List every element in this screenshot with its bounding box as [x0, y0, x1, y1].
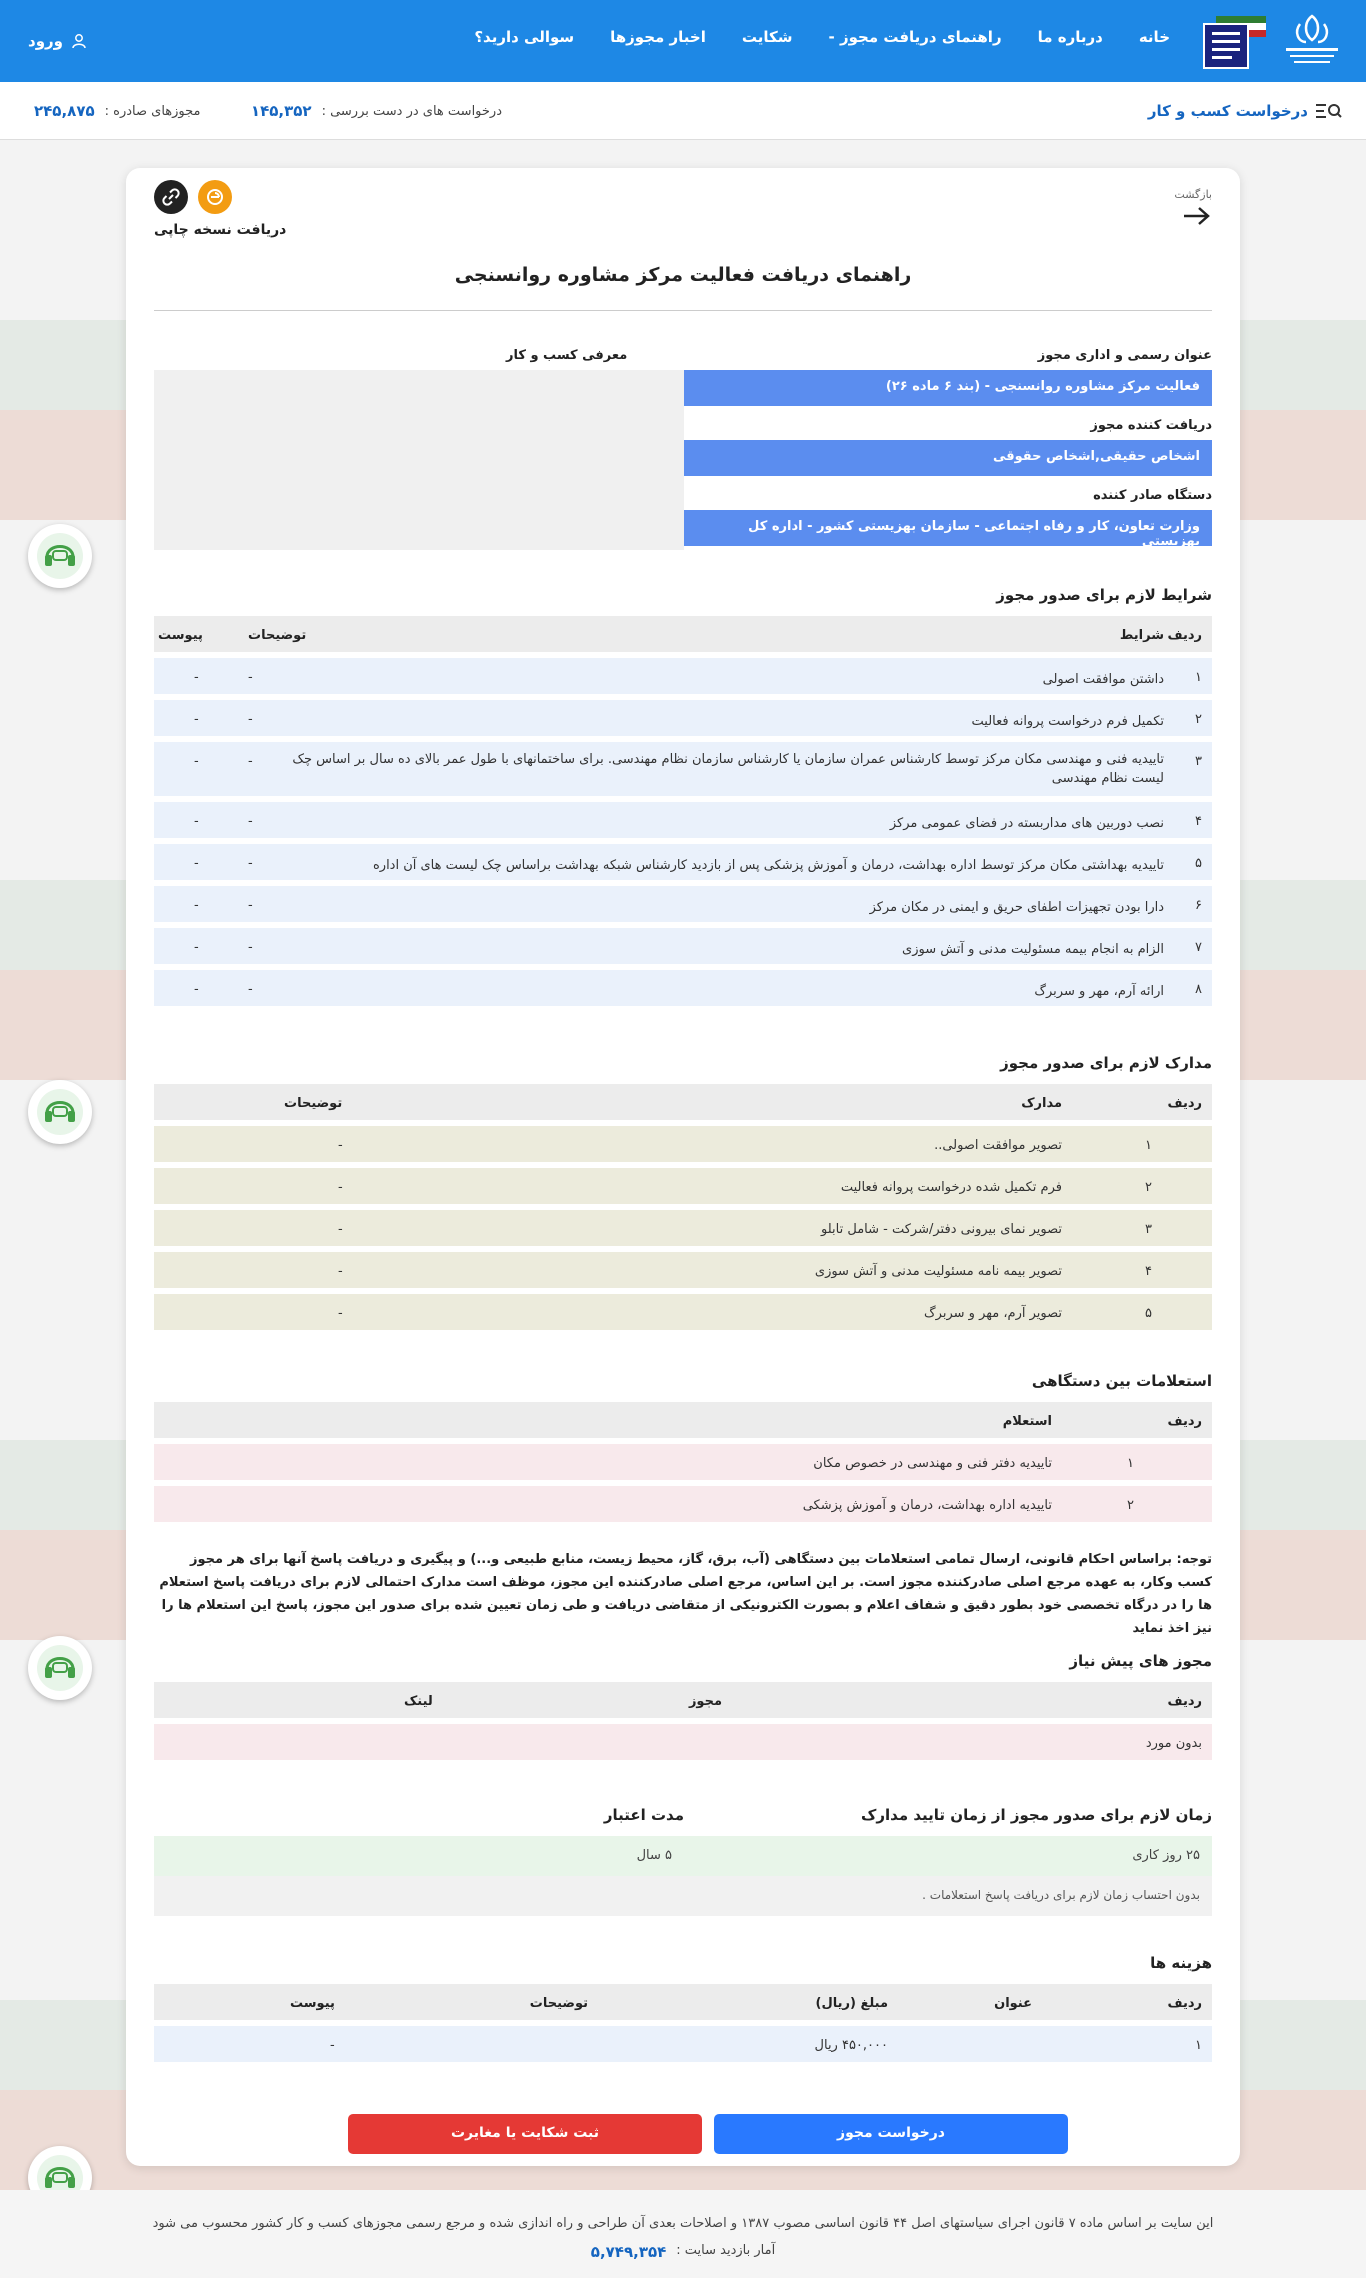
- condition-description: -: [248, 898, 253, 913]
- page-title: راهنمای دریافت فعالیت مرکز مشاوره روانسنجی: [454, 264, 912, 286]
- table-row: [154, 1294, 1212, 1330]
- document-description: -: [338, 1180, 343, 1195]
- inquiries-header: [154, 1402, 1212, 1438]
- condition-index: ۷: [1195, 940, 1202, 955]
- pending-label: درخواست های در دست بررسی :: [321, 103, 502, 119]
- condition-attachment: -: [194, 712, 199, 727]
- col-index: ردیف: [1167, 1414, 1202, 1429]
- print-section: [154, 180, 286, 238]
- nav-guide[interactable]: راهنمای دریافت مجوز -: [828, 28, 1002, 46]
- nav-news[interactable]: اخبار مجوزها: [610, 28, 706, 46]
- table-row: [154, 1444, 1212, 1480]
- iran-emblem-logo[interactable]: [1282, 12, 1342, 70]
- condition-attachment: -: [194, 940, 199, 955]
- validity-title: مدت اعتبار: [603, 1806, 684, 1824]
- inquiry-index: ۲: [1127, 1498, 1134, 1513]
- condition-text: داشتن موافقت اصولی: [1042, 672, 1164, 687]
- condition-description: -: [248, 754, 253, 769]
- pending-value: ۱۴۵,۳۵۲: [250, 102, 312, 120]
- document-index: ۴: [1145, 1264, 1152, 1279]
- arrow-right-icon: [1182, 205, 1212, 227]
- col-inquiry: استعلام: [1002, 1414, 1052, 1429]
- table-row: [154, 1252, 1212, 1288]
- document-description: -: [338, 1138, 343, 1153]
- complaint-button[interactable]: ثبت شکایت یا مغایرت: [348, 2114, 702, 2154]
- business-intro-label: معرفی کسب و کار: [506, 348, 628, 363]
- nav-home[interactable]: خانه: [1138, 28, 1170, 46]
- inquiries-title: استعلامات بین دستگاهی: [1031, 1372, 1212, 1390]
- condition-text: ارائه آرم، مهر و سربرگ: [1034, 984, 1164, 999]
- document-description: -: [338, 1306, 343, 1321]
- help-chat-button[interactable]: [28, 524, 92, 588]
- col-description: توضیحات: [284, 1096, 343, 1111]
- document-index: ۲: [1145, 1180, 1152, 1195]
- sub-navbar: [0, 82, 1366, 140]
- main-menu: [474, 28, 1170, 46]
- inquiry-text: تاییدیه دفتر فنی و مهندسی در خصوص مکان: [813, 1456, 1052, 1471]
- footer-text: این سایت بر اساس ماده ۷ قانون اجرای سیاستهای اصل ۴۴ قانون اساسی مصوب ۱۳۸۷ و اصلاحات بعدی آن طراحی و راه اندازی شده و مرجع رسمی مجوزهای کسب و کار کشور محسوب می شود: [152, 2216, 1214, 2231]
- condition-text: نصب دوربین های مداربسته در فضای عمومی مرکز: [889, 816, 1164, 831]
- documents-header: [154, 1084, 1212, 1120]
- inquiry-text: تاییدیه اداره بهداشت، درمان و آموزش پزشکی: [802, 1498, 1052, 1513]
- condition-attachment: -: [194, 670, 199, 685]
- condition-description: -: [248, 982, 253, 997]
- col-index: ردیف: [1167, 1996, 1202, 2011]
- issued-value: ۲۴۵,۸۷۵: [34, 102, 95, 120]
- condition-description: -: [248, 814, 253, 829]
- table-row: [154, 970, 1212, 1006]
- request-license-button[interactable]: درخواست مجوز: [714, 2114, 1068, 2154]
- prereq-title: مجوز های پیش نیاز: [1069, 1652, 1212, 1670]
- cost-row: [154, 2026, 1212, 2062]
- col-amount: مبلغ (ریال): [815, 1996, 888, 2011]
- condition-text: الزام به انجام بیمه مسئولیت مدنی و آتش سوزی: [902, 942, 1164, 957]
- issuer-value: وزارت تعاون، کار و رفاه اجتماعی - سازمان بهزیستی کشور - اداره کل بهزیستی: [682, 510, 1212, 546]
- back-label: بازگشت: [1174, 188, 1212, 201]
- costs-title: هزینه ها: [1150, 1954, 1212, 1972]
- col-attachment: پیوست: [290, 1996, 335, 2011]
- document-text: فرم تکمیل شده درخواست پروانه فعالیت: [840, 1180, 1062, 1195]
- link-icon[interactable]: [154, 180, 188, 214]
- validity-value: ۵ سال: [154, 1836, 684, 1876]
- headset-icon: [35, 531, 85, 581]
- issue-time-note: بدون احتساب زمان لازم برای دریافت پاسخ استعلامات .: [682, 1876, 1212, 1916]
- costs-header: [154, 1984, 1212, 2020]
- issue-time-value: ۲۵ روز کاری: [682, 1836, 1212, 1876]
- col-index: ردیف: [1167, 1096, 1202, 1111]
- table-row: [154, 1168, 1212, 1204]
- table-row: [154, 886, 1212, 922]
- official-title-label: عنوان رسمی و اداری مجوز: [1037, 348, 1212, 363]
- table-row: [154, 1126, 1212, 1162]
- legal-note: توجه: براساس احکام قانونی، ارسال تمامی استعلامات بین دستگاهی (آب، برق، گاز، محیط زیست، منابع طبیعی و...) و پیگیری و دریافت پاسخ آنها برای هر مجوز کسب وکار، به عهده مرجع اصلی صادرکننده مجوز است. بر این اساس، مرجع اصلی صادرکننده این مجوز، موظف است مدارک احتمالی لازم برای دریافت پاسخ استعلام ها را در درگاه تخصصی خود بطور دقیق و شفاف اعلام و بصورت الکترونیکی از متقاضی دریافت و طی زمان تعیین شده برای صدور این مجوز، پاسخ این استعلام ها را نیز اخذ نماید: [159, 1552, 1212, 1636]
- condition-index: ۱: [1195, 670, 1202, 685]
- nav-about[interactable]: درباره ما: [1037, 28, 1103, 46]
- business-intro-box: [154, 370, 684, 550]
- document-text: تصویر آرم، مهر و سربرگ: [924, 1306, 1062, 1321]
- table-row: [154, 700, 1212, 736]
- condition-attachment: -: [194, 754, 199, 769]
- footer: [0, 2190, 1366, 2278]
- condition-index: ۴: [1195, 814, 1202, 829]
- prereq-header: [154, 1682, 1212, 1718]
- top-navbar: [0, 0, 1366, 82]
- business-request-link[interactable]: [1148, 102, 1342, 120]
- cost-attachment: -: [330, 2038, 335, 2053]
- document-description: -: [338, 1264, 343, 1279]
- col-attachment: پیوست: [158, 628, 203, 643]
- document-text: تصویر بیمه نامه مسئولیت مدنی و آتش سوزی: [814, 1264, 1062, 1279]
- condition-attachment: -: [194, 814, 199, 829]
- login-label: ورود: [28, 32, 63, 50]
- search-list-icon: [1316, 102, 1342, 120]
- condition-attachment: -: [194, 856, 199, 871]
- condition-attachment: -: [194, 982, 199, 997]
- condition-description: -: [248, 670, 253, 685]
- col-condition: شرایط: [1119, 628, 1164, 643]
- condition-attachment: -: [194, 898, 199, 913]
- table-row: [154, 844, 1212, 880]
- business-request-label: درخواست کسب و کار: [1147, 102, 1308, 120]
- back-button[interactable]: [1174, 188, 1212, 230]
- print-copy-link[interactable]: دریافت نسخه چاپی: [154, 222, 287, 238]
- receiver-label: دریافت کننده مجوز: [1090, 418, 1212, 433]
- col-index: ردیف: [1167, 628, 1202, 643]
- conditions-header: [154, 616, 1212, 652]
- issue-time-title: زمان لازم برای صدور مجوز از زمان تایید مدارک: [861, 1806, 1212, 1824]
- col-title: عنوان: [994, 1996, 1032, 2011]
- condition-index: ۲: [1195, 712, 1202, 727]
- table-row: [154, 742, 1212, 796]
- document-text: تصویر نمای بیرونی دفتر/شرکت - شامل تابلو: [821, 1222, 1062, 1237]
- issuer-label: دستگاه صادر کننده: [1093, 488, 1212, 503]
- condition-text: تاییدیه فنی و مهندسی مکان مرکز توسط کارشناس عمران سازمان یا کارشناس سازمان نظام مهندسی. برای ساختمانهای با طول عمر بالای ده سال بر اساس چک لیست نظام مهندسی: [292, 752, 1164, 786]
- eitaa-share-icon[interactable]: [198, 180, 232, 214]
- col-description: توضیحات: [529, 1996, 588, 2011]
- user-icon: [71, 33, 87, 49]
- condition-description: -: [248, 940, 253, 955]
- document-index: ۵: [1145, 1306, 1152, 1321]
- condition-index: ۳: [1195, 754, 1202, 769]
- pending-stat: [251, 102, 502, 120]
- inquiry-index: ۱: [1127, 1456, 1134, 1471]
- table-row: [154, 1486, 1212, 1522]
- documents-title: مدارک لازم برای صدور مجوز: [1000, 1054, 1212, 1072]
- document-index: ۳: [1145, 1222, 1152, 1237]
- condition-description: -: [248, 712, 253, 727]
- condition-text: تکمیل فرم درخواست پروانه فعالیت: [971, 714, 1164, 729]
- divider: [154, 310, 1212, 311]
- condition-index: ۵: [1195, 856, 1202, 871]
- main-card: [126, 168, 1240, 2166]
- table-row: [154, 658, 1212, 694]
- help-chat-button[interactable]: [28, 1080, 92, 1144]
- prereq-empty-row: [154, 1724, 1212, 1760]
- condition-description: -: [248, 856, 253, 871]
- headset-icon: [35, 1643, 85, 1693]
- col-link: لینک: [404, 1694, 433, 1709]
- validity-empty: [154, 1876, 684, 1916]
- table-row: [154, 1210, 1212, 1246]
- condition-index: ۸: [1195, 982, 1202, 997]
- col-description: توضیحات: [248, 628, 307, 643]
- cost-amount: ۴۵۰,۰۰۰ ریال: [814, 2038, 888, 2053]
- issued-stat: [34, 102, 201, 120]
- document-index: ۱: [1145, 1138, 1152, 1153]
- ministry-logo[interactable]: [1202, 14, 1270, 70]
- nav-complaint[interactable]: شکایت: [741, 28, 793, 46]
- condition-text: تاییدیه بهداشتی مکان مرکز توسط اداره بهداشت، درمان و آموزش پزشکی پس از بازدید کارشناس شبکه بهداشت براساس چک لیست های آن اداره: [372, 858, 1164, 873]
- table-row: [154, 928, 1212, 964]
- document-text: تصویر موافقت اصولی..: [934, 1138, 1062, 1153]
- document-description: -: [338, 1222, 343, 1237]
- visits-value: ۵,۷۴۹,۳۵۴: [590, 2243, 667, 2261]
- help-chat-button[interactable]: [28, 1636, 92, 1700]
- login-button[interactable]: [28, 32, 87, 50]
- col-index: ردیف: [1167, 1694, 1202, 1709]
- cost-index: ۱: [1195, 2038, 1202, 2053]
- issued-label: مجوزهای صادره :: [104, 103, 201, 119]
- nav-questions[interactable]: سوالی دارید؟: [474, 28, 575, 46]
- condition-index: ۶: [1195, 898, 1202, 913]
- col-document: مدارک: [1021, 1096, 1062, 1111]
- headset-icon: [35, 1087, 85, 1137]
- condition-text: دارا بودن تجهیزات اطفای حریق و ایمنی در مکان مرکز: [869, 900, 1164, 915]
- conditions-title: شرایط لازم برای صدور مجوز: [996, 586, 1212, 604]
- col-license: مجوز: [688, 1694, 722, 1709]
- official-title-value: فعالیت مرکز مشاوره روانسنجی - (بند ۶ ماده ۲۶): [682, 370, 1212, 406]
- table-row: [154, 802, 1212, 838]
- prereq-empty: بدون مورد: [1145, 1736, 1202, 1751]
- visits-label: آمار بازدید سایت :: [676, 2243, 776, 2258]
- receiver-value: اشخاص حقیقی,اشخاص حقوقی: [682, 440, 1212, 476]
